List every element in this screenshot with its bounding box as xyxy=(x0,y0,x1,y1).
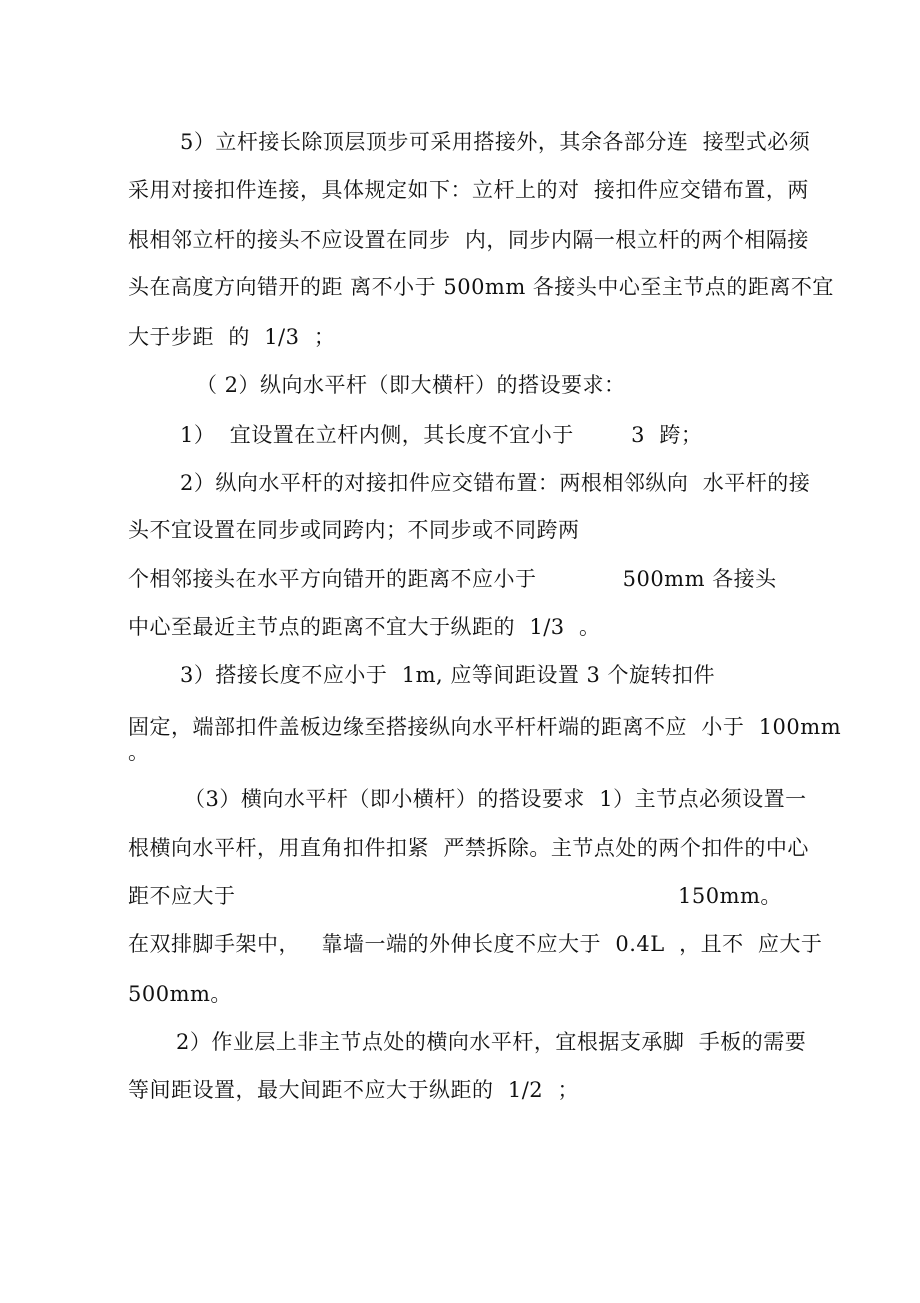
text-line: 中心至最近主节点的距离不宜大于纵距的 1/3 。 xyxy=(128,615,601,639)
text-line: 在双排脚手架中， 靠墙一端的外伸长度不应大于 0.4L ，且不 应大于 xyxy=(128,932,823,956)
text-line: 距不应大于 xyxy=(128,884,236,908)
text-line: 大于步距 的 1/3 ； xyxy=(128,325,336,349)
text-line: 个相邻接头在水平方向错开的距离不应小于 500mm 各接头 xyxy=(128,567,777,591)
text-line: 2）作业层上非主节点处的横向水平杆，宜根据支承脚 手板的需要 xyxy=(176,1030,807,1054)
text-line: 固定，端部扣件盖板边缘至搭接纵向水平杆杆端的距离不应 小于 100mm xyxy=(128,715,842,739)
text-line: 3）搭接长度不应小于 1m, 应等间距设置 3 个旋转扣件 xyxy=(180,663,716,687)
text-line: 采用对接扣件连接，具体规定如下：立杆上的对 接扣件应交错布置，两 xyxy=(128,178,809,202)
text-line: 。 xyxy=(128,740,150,764)
text-line: 头在高度方向错开的距 离不小于 500mm 各接头中心至主节点的距离不宜 xyxy=(128,275,834,299)
text-line: 5）立杆接长除顶层顶步可采用搭接外，其余各部分连 接型式必须 xyxy=(180,130,811,154)
text-line: 2）纵向水平杆的对接扣件应交错布置：两根相邻纵向 水平杆的接 xyxy=(180,471,811,495)
text-line: （3）横向水平杆（即小横杆）的搭设要求 1）主节点必须设置一 xyxy=(184,787,807,811)
text-line: 等间距设置，最大间距不应大于纵距的 1/2 ； xyxy=(128,1078,579,1102)
text-line: 1） 宜设置在立杆内侧，其长度不宜小于 3 跨； xyxy=(180,423,703,447)
text-line: 根相邻立杆的接头不应设置在同步 内，同步内隔一根立杆的两个相隔接 xyxy=(128,228,809,252)
text-line: 150mm。 xyxy=(678,884,782,908)
text-line: 500mm。 xyxy=(128,982,232,1006)
text-line: 头不宜设置在同步或同跨内；不同步或不同跨两 xyxy=(128,518,580,542)
text-line: （ 2）纵向水平杆（即大横杆）的搭设要求： xyxy=(196,373,626,397)
text-line: 根横向水平杆，用直角扣件扣紧 严禁拆除。主节点处的两个扣件的中心 xyxy=(128,836,809,860)
